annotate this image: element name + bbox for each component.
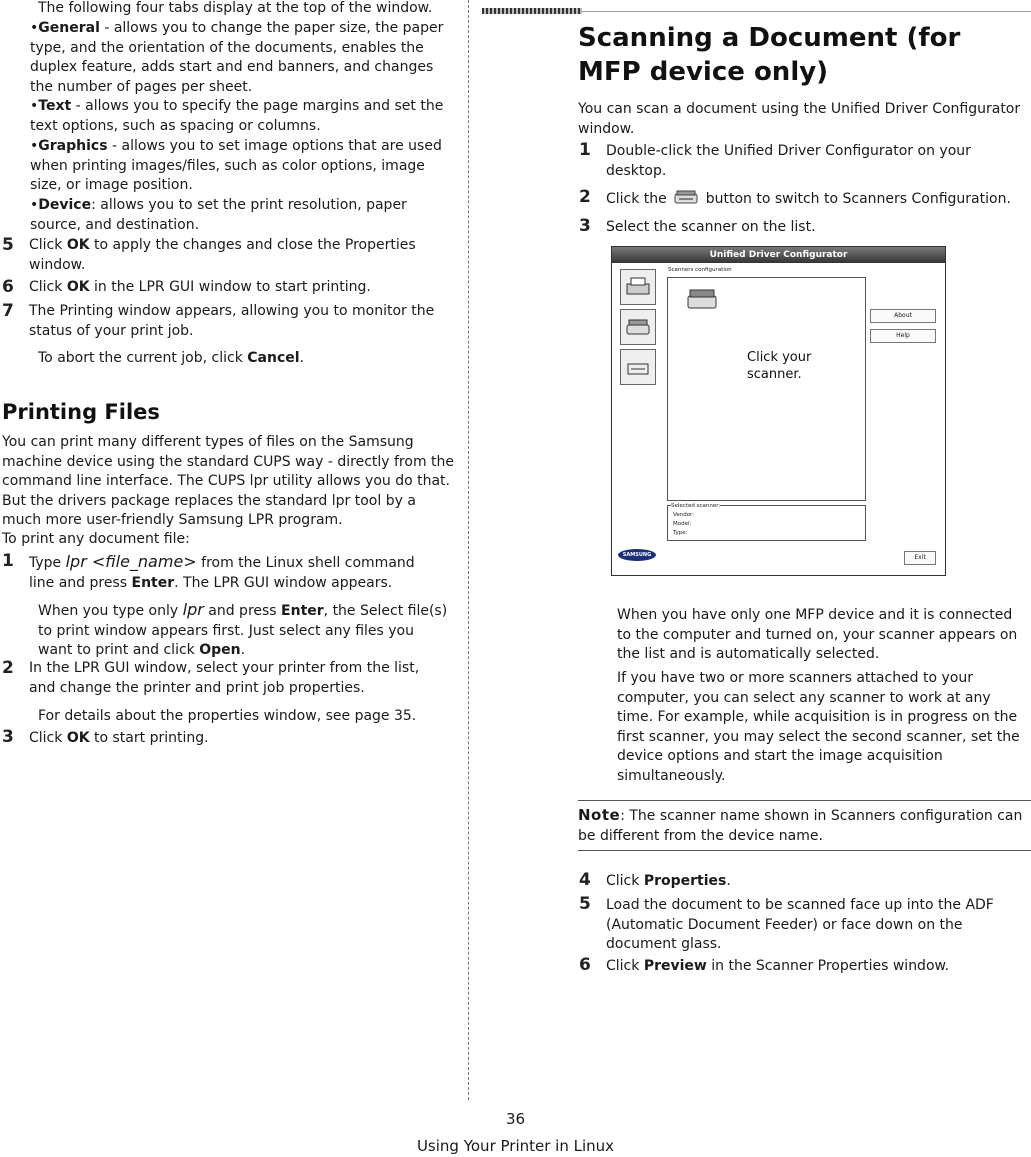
scan-step-6: Click Preview in the Scanner Properties window. xyxy=(606,958,950,974)
bullet-label: General xyxy=(38,20,100,36)
step-number: 6 xyxy=(2,277,14,297)
scan-step-4: Click Properties. xyxy=(606,873,731,889)
scan-step-5: Load the document to be scanned face up into the ADF (Automatic Document Feeder) or face down on the document glass. xyxy=(606,897,994,952)
bullet-general: •General - allows you to change the paper size, the paper type, and the orientation of the documents, enables the duplex feature, adds start and end banners, and changes the number of pages per sheet. xyxy=(30,20,444,95)
unified-driver-configurator-screenshot xyxy=(611,246,946,576)
note-top-rule xyxy=(578,800,1031,801)
step-number: 1 xyxy=(579,140,591,160)
port-icon xyxy=(621,350,655,384)
selected-scanner-group xyxy=(667,505,866,541)
step-3-click-ok: Click OK to start printing. xyxy=(29,730,209,746)
properties-note: For details about the properties window, see page 35. xyxy=(38,708,417,724)
step-6: Click OK in the LPR GUI window to start printing. xyxy=(29,279,371,295)
samsung-logo: SAMSUNG xyxy=(618,549,656,561)
step-number: 7 xyxy=(2,301,14,321)
bullet-label: Device xyxy=(38,197,92,213)
multiple-scanners-paragraph: If you have two or more scanners attached to your computer, you can select any scanner to work at any time. For example, while acquisition is in progress on the first scanner, you may select the second scanner, set the device options and start the image acquisition simultaneously. xyxy=(617,670,1020,784)
note-bottom-rule xyxy=(578,850,1031,851)
step-5: Click OK to apply the changes and close the Properties window. xyxy=(29,237,416,273)
abort-note: To abort the current job, click Cancel. xyxy=(38,350,305,366)
single-scanner-paragraph: When you have only one MFP device and it is connected to the computer and turned on, your scanner appears on the list and is automatically selected. xyxy=(617,607,1018,662)
bullet-text-tab: •Text - allows you to specify the page margins and set the text options, such as spacing or columns. xyxy=(30,98,444,134)
section-heading-printing-files: Printing Files xyxy=(2,400,160,424)
bullet-device: •Device: allows you to set the print resolution, paper source, and destination. xyxy=(30,197,407,233)
note-block: Note: The scanner name shown in Scanners configuration can be different from the device name. xyxy=(578,806,1023,844)
model-label: Model: xyxy=(673,521,692,527)
step-number: 3 xyxy=(2,727,14,747)
footer-title: Using Your Printer in Linux xyxy=(416,1137,615,1155)
scan-step-2: Click the button to switch to Scanners Configuration. xyxy=(606,189,1031,210)
step-7: The Printing window appears, allowing you to monitor the status of your print job. xyxy=(29,303,435,339)
scan-step-1: Double-click the Unified Driver Configurator on your desktop. xyxy=(606,143,971,179)
scanner-list-item-icon[interactable] xyxy=(686,284,718,312)
bullet-graphics: •Graphics - allows you to set image options that are used when printing images/files, such as color options, image size, or image position. xyxy=(30,138,442,193)
vendor-label: Vendor: xyxy=(673,512,695,518)
exit-button[interactable]: Exit xyxy=(904,551,936,565)
step-number: 6 xyxy=(579,955,591,975)
step-number: 2 xyxy=(2,658,14,678)
type-label: Type: xyxy=(673,530,688,536)
scan-step-3: Select the scanner on the list. xyxy=(606,219,816,235)
step-2-select-printer: In the LPR GUI window, select your printer from the list, and change the printer and print job properties. xyxy=(29,660,420,696)
ports-config-button[interactable] xyxy=(620,349,656,385)
lpr-note: When you type only lpr and press Enter, the Select file(s) to print window appears first. Just select any files you want to print and click Open. xyxy=(38,600,448,658)
step-number: 2 xyxy=(579,187,591,207)
step-number: 3 xyxy=(579,216,591,236)
about-button[interactable]: About xyxy=(870,309,936,323)
step-number: 5 xyxy=(579,894,591,914)
window-titlebar: Unified Driver Configurator xyxy=(612,247,945,263)
scanner-icon xyxy=(621,310,655,344)
step-1-type-lpr: Type lpr <file_name> from the Linux shell command line and press Enter. The LPR GUI window appears. xyxy=(29,552,415,591)
bullet-label: Graphics xyxy=(38,138,108,154)
scanners-config-button[interactable] xyxy=(620,309,656,345)
printer-icon xyxy=(621,270,655,304)
step-number: 5 xyxy=(2,235,14,255)
callout-click-scanner: Click your scanner. xyxy=(747,350,812,382)
scanning-intro: You can scan a document using the Unified Driver Configurator window. xyxy=(578,101,1021,137)
step-number: 4 xyxy=(579,870,591,890)
scanner-config-icon xyxy=(671,187,701,207)
step-number: 1 xyxy=(2,551,14,571)
printing-files-paragraph: You can print many different types of files on the Samsung machine device using the standard CUPS way - directly from the command line interface. The CUPS lpr utility allows you do that. But the drivers package replaces the standard lpr tool by a much more user-friendly Samsung LPR program. xyxy=(2,434,455,528)
bullet-text: - allows you to change the paper size, the paper type, and the orientation of the documents, enables the duplex feature, adds start and end banners, and changes the number of pages per sheet. xyxy=(30,20,444,95)
to-print-label: To print any document file: xyxy=(2,531,190,547)
bullet-text: : allows you to set the print resolution, paper source, and destination. xyxy=(30,197,407,233)
header-marker xyxy=(482,8,582,14)
selected-scanner-label: Selected scanner: xyxy=(671,503,721,509)
bullet-label: Text xyxy=(38,98,72,114)
panel-label: Scanners configuration xyxy=(668,267,732,273)
page-number: 36 xyxy=(505,1110,526,1128)
printers-config-button[interactable] xyxy=(620,269,656,305)
bullet-text: - allows you to specify the page margins and set the text options, such as spacing or columns. xyxy=(30,98,444,134)
section-heading-scanning: Scanning a Document (for MFP device only) xyxy=(578,23,961,87)
bullet-text: - allows you to set image options that are used when printing images/files, such as color options, image size, or image position. xyxy=(30,138,442,193)
tabs-intro: The following four tabs display at the top of the window. xyxy=(38,0,433,16)
scanner-list[interactable] xyxy=(667,277,866,501)
help-button[interactable]: Help xyxy=(870,329,936,343)
header-rule xyxy=(582,11,1031,12)
column-divider xyxy=(468,0,469,1100)
